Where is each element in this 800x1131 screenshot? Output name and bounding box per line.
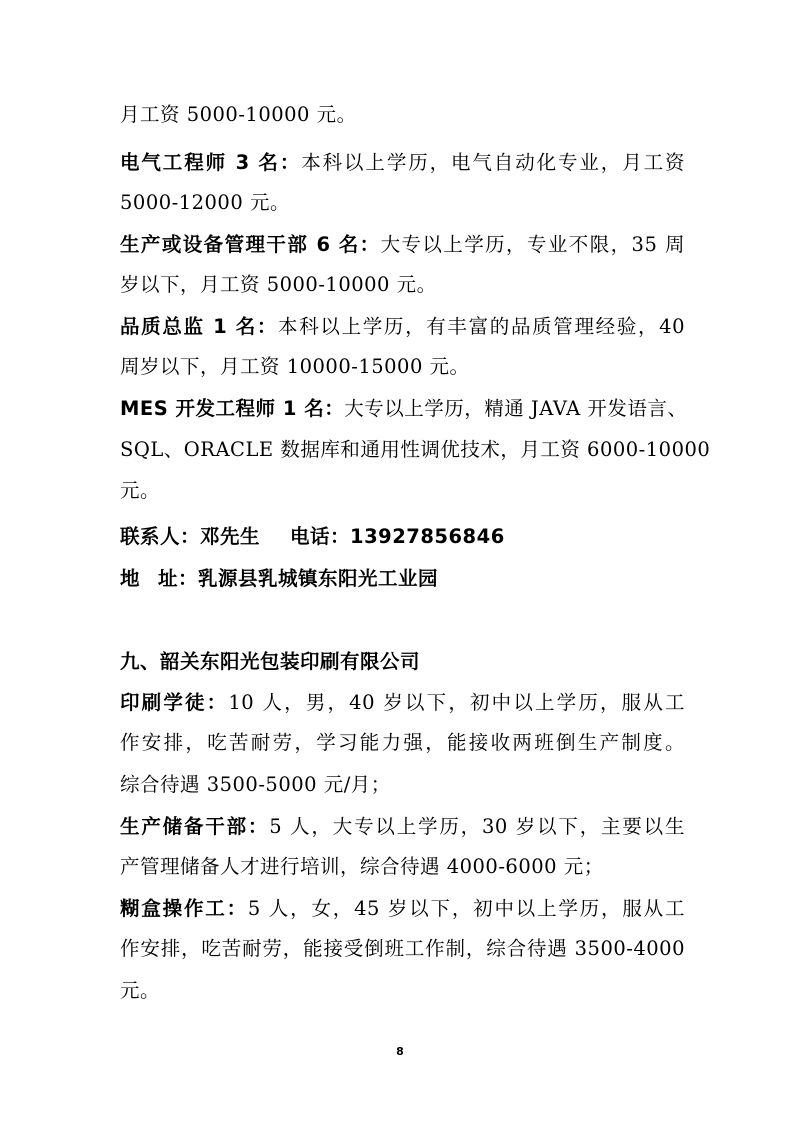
line-text: 作安排，吃苦耐劳，能接受倒班工作制，综合待遇 3500-4000 [120,937,685,960]
contact-line [120,518,505,556]
company-heading: 九、韶关东阳光包装印刷有限公司 [120,650,421,673]
section-title [120,643,420,681]
job-electrical-engineer [120,144,685,182]
text-line [120,848,604,886]
contact-person: 联系人：邓先生 [120,525,261,548]
line-text: 岁以下，月工资 5000-10000 元。 [120,273,437,296]
job-title: 生产或设备管理干部 6 名： [120,233,381,256]
text-line [120,96,357,134]
address-value: 址：乳源县乳城镇东阳光工业园 [158,567,439,590]
text-line [120,184,290,222]
contact-phone: 电话：13927856846 [290,525,505,548]
text-line [120,431,711,469]
job-description: 5 人，女，45 岁以下，初中以上学历，服从工 [247,897,685,920]
job-description: 本科以上学历，电气自动化专业，月工资 [301,151,685,174]
text-line [120,348,470,386]
line-text: 作安排，吃苦耐劳，学习能力强，能接收两班倒生产制度。 [120,731,685,754]
job-title: 糊盒操作工： [120,897,248,920]
job-box-gluing-operator [120,890,685,928]
line-text: 元。 [120,479,161,502]
job-title: MES 开发工程师 1 名： [120,397,345,420]
text-line [120,724,685,762]
address-label: 地 [120,567,141,590]
page-number: 8 [396,1045,404,1058]
line-text: 5000-12000 元。 [120,191,290,214]
job-production-manager [120,226,685,264]
line-text: 综合待遇 3500-5000 元/月； [120,773,391,796]
job-description: 本科以上学历，有丰富的品质管理经验，40 [278,315,685,338]
job-title: 生产储备干部： [120,815,270,838]
job-quality-director [120,308,685,346]
text-line [120,972,160,1010]
text-line [120,266,437,304]
job-printing-apprentice [120,684,685,722]
job-reserve-cadre [120,808,685,846]
job-description: 大专以上学历，精通 JAVA 开发语言、 [344,397,688,420]
job-title: 电气工程师 3 名： [120,151,302,174]
job-description: 大专以上学历，专业不限，35 周 [380,233,685,256]
job-title: 品质总监 1 名： [120,315,279,338]
text-line [120,472,160,510]
job-description: 10 人，男，40 岁以下，初中以上学历，服从工 [228,691,685,714]
line-text: 产管理储备人才进行培训，综合待遇 4000-6000 元； [120,855,604,878]
line-text: SQL、ORACLE 数据库和通用性调优技术，月工资 6000-10000 [120,438,711,461]
text-line [120,766,391,804]
line-text: 元。 [120,979,161,1002]
job-description: 5 人，大专以上学历，30 岁以下，主要以生 [269,815,685,838]
text-line [120,930,685,968]
line-text: 周岁以下，月工资 10000-15000 元。 [120,355,470,378]
address-line [120,560,438,598]
job-title: 印刷学徒： [120,691,229,714]
line-text: 月工资 5000-10000 元。 [120,103,357,126]
job-mes-developer [120,390,688,428]
